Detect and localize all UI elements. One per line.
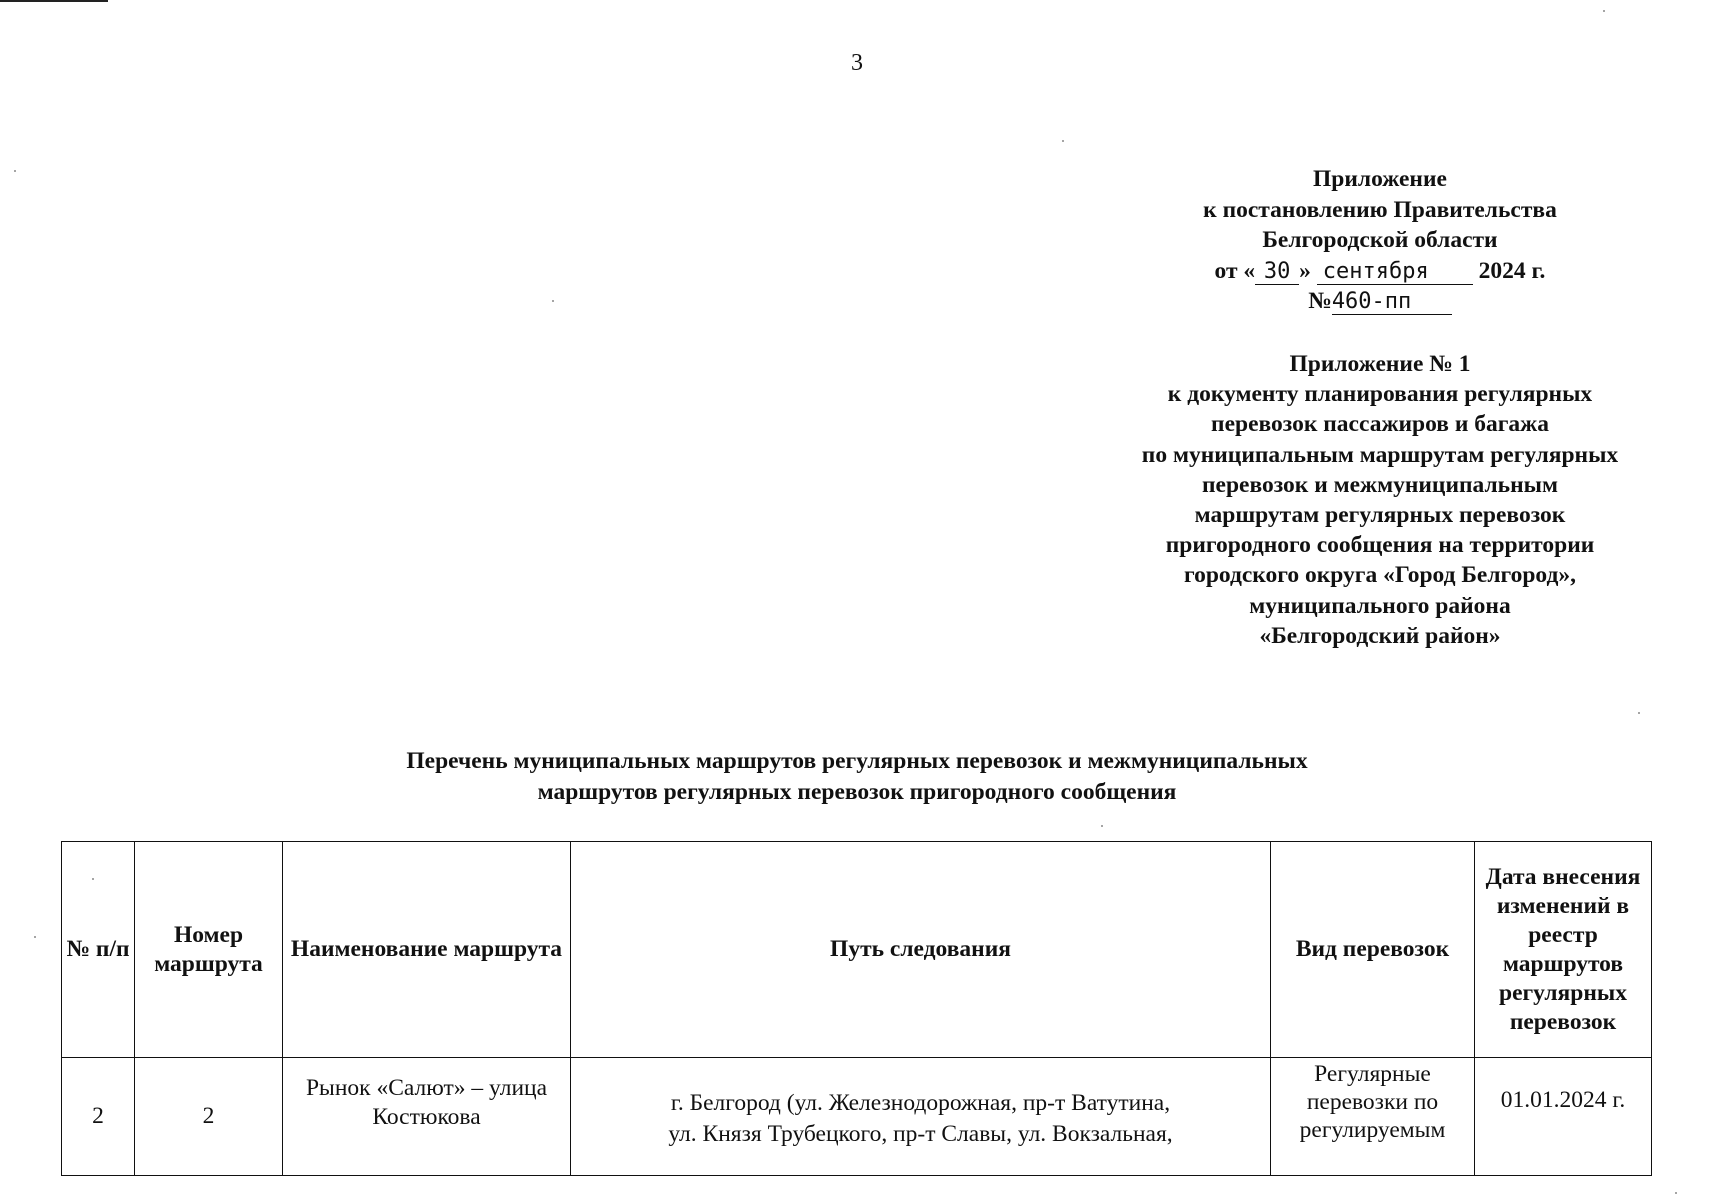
page-number: 3 — [851, 50, 863, 76]
header-transport-type: Вид перевозок — [1271, 842, 1475, 1058]
table-row — [62, 1058, 1652, 1176]
appendix-line: муниципального района — [1249, 592, 1511, 619]
list-title-line-2: маршрутов регулярных перевозок пригородного сообщения — [537, 779, 1177, 805]
date-mid: » — [1299, 257, 1311, 284]
approval-line-2: Белгородской области — [1262, 227, 1498, 253]
scan-speck — [1603, 10, 1605, 12]
scan-speck — [92, 878, 94, 880]
appendix-line: «Белгородский район» — [1259, 622, 1501, 649]
appendix-line: к документу планирования регулярных — [1167, 381, 1593, 408]
appendix-line: пригородного сообщения на территории — [1165, 532, 1595, 559]
appendix-line: перевозок пассажиров и багажа — [1211, 411, 1549, 438]
approval-title: Приложение — [1313, 166, 1447, 192]
appendix-block — [1100, 349, 1660, 651]
cell-route-number: 2 — [135, 1058, 283, 1176]
scan-speck — [34, 936, 36, 938]
approval-line-1: к постановлению Правительства — [1203, 196, 1557, 223]
header-route-number: Номер маршрута — [135, 842, 283, 1058]
appendix-line: городского округа «Город Белгород», — [1183, 562, 1577, 589]
cell-path — [571, 1058, 1271, 1176]
number-prefix: № — [1308, 288, 1332, 314]
scan-speck — [1101, 825, 1103, 827]
approval-date — [1100, 256, 1660, 287]
scan-speck — [552, 300, 554, 302]
header-route-name: Наименование маршрута — [283, 842, 571, 1058]
routes-table — [61, 841, 1652, 1176]
path-line-2: ул. Князя Трубецкого, пр-т Славы, ул. Вокзальная, — [668, 1121, 1173, 1147]
scan-speck — [14, 170, 16, 172]
scan-speck — [1675, 1192, 1677, 1194]
appendix-title: Приложение № 1 — [1289, 351, 1471, 377]
header-num: № п/п — [62, 842, 135, 1058]
cell-route-name: Рынок «Салют» – улица Костюкова — [283, 1058, 571, 1176]
cell-change-date: 01.01.2024 г. — [1475, 1058, 1652, 1176]
scan-speck — [1062, 140, 1064, 142]
list-title-line-1: Перечень муниципальных маршрутов регулярных перевозок и межмуниципальных — [406, 748, 1308, 774]
path-line-1: г. Белгород (ул. Железнодорожная, пр-т Ватутина, — [670, 1090, 1171, 1116]
cell-num: 2 — [62, 1058, 135, 1176]
date-year: 2024 г. — [1478, 257, 1546, 284]
appendix-line: перевозок и межмуниципальным — [1201, 471, 1559, 498]
approval-block — [1100, 164, 1660, 317]
date-day: 30 — [1255, 260, 1299, 285]
appendix-line: маршрутам регулярных перевозок — [1194, 502, 1566, 529]
cell-transport-type: Регулярные перевозки по регулируемым — [1271, 1058, 1475, 1176]
header-change-date: Дата внесения изменений в реестр маршрутов регулярных перевозок — [1475, 842, 1652, 1058]
list-title — [0, 746, 1714, 808]
scan-edge-line — [0, 0, 108, 2]
date-month: сентября — [1317, 260, 1473, 285]
approval-number — [1100, 286, 1660, 317]
scan-speck — [1638, 712, 1640, 714]
date-prefix: от « — [1214, 257, 1256, 284]
appendix-line: по муниципальным маршрутам регулярных — [1141, 441, 1619, 468]
header-path: Путь следования — [571, 842, 1271, 1058]
table-header-row — [62, 842, 1652, 1058]
number-value: 460-пп — [1332, 290, 1452, 315]
